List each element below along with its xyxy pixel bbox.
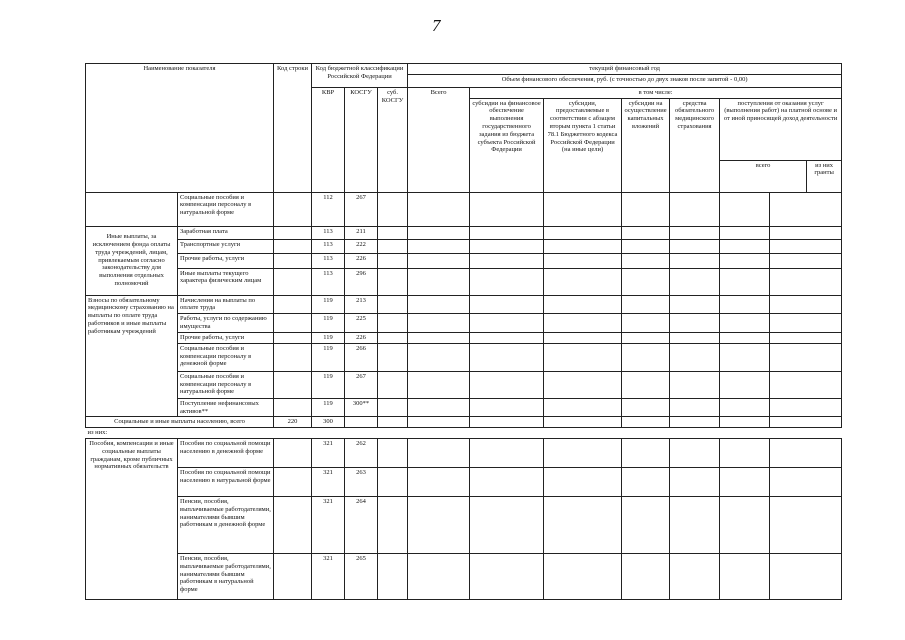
item-label: Пенсии, пособия, выплачиваемые работодателями, нанимателями бывшим работникам в денежной форме (178, 496, 274, 553)
header-name: Наименование показателя (86, 64, 274, 193)
kvr-cell: 119 (312, 398, 345, 417)
kvr-cell: 112 (312, 192, 345, 226)
kosgu-cell: 265 (345, 553, 378, 599)
page-number: 7 (432, 16, 441, 35)
kosgu-cell: 226 (345, 332, 378, 343)
item-label: Прочие работы, услуги (178, 332, 274, 343)
header-budget-class: Код бюджетной классификации Российской Федерации (312, 64, 408, 88)
kosgu-cell: 266 (345, 343, 378, 371)
kvr-cell: 119 (312, 332, 345, 343)
header-current-year: текущий финансовый год (408, 64, 842, 75)
finance-table (85, 63, 842, 600)
kosgu-cell: 225 (345, 314, 378, 333)
kosgu-cell: 211 (345, 226, 378, 239)
header-total: Всего (408, 87, 470, 192)
header-kosgu: КОСГУ (345, 87, 378, 192)
item-label: Иные выплаты текущего характера физическим лицам (178, 268, 274, 295)
kvr-cell: 113 (312, 253, 345, 268)
header-paid-total: всего (720, 160, 807, 192)
group-label: Пособия, компенсации и иные социальные выплаты гражданам, кроме публичных нормативных обязательств (86, 438, 178, 599)
kvr-cell: 113 (312, 226, 345, 239)
total-row-code: 220 (274, 417, 312, 428)
group-label: Иные выплаты, за исключением фонда оплаты труда учреждений, лицам, привлекаемым согласно законодательству для выполнения отдельных полномочий (86, 226, 178, 295)
header-sub-kosgu: суб. КОСГУ (378, 87, 408, 192)
of-them-label: из них: (86, 428, 842, 439)
kvr-cell: 321 (312, 553, 345, 599)
header-paid: поступления от оказания услуг (выполнения работ) на платной основе и от иной приносящей доход деятельности (720, 98, 842, 160)
item-label: Прочие работы, услуги (178, 253, 274, 268)
header-row-code: Код строки (274, 64, 312, 193)
kvr-cell: 113 (312, 239, 345, 253)
kvr-cell: 119 (312, 343, 345, 371)
kvr-cell: 119 (312, 314, 345, 333)
header-oms: средства обязательного медицинского страхования (670, 98, 720, 192)
kosgu-cell: 296 (345, 268, 378, 295)
item-label: Транспортные услуги (178, 239, 274, 253)
item-label: Социальные пособия и компенсации персоналу в натуральной форме (178, 192, 274, 226)
kosgu-cell: 263 (345, 467, 378, 496)
kosgu-cell: 213 (345, 295, 378, 314)
item-label: Пособия по социальной помощи населению в денежной форме (178, 438, 274, 467)
item-label: Начисления на выплаты по оплате труда (178, 295, 274, 314)
header-paid-grants: из них гранты (807, 160, 842, 192)
item-label: Пенсии, пособия, выплачиваемые работодателями, нанимателями бывшим работникам в натуральной форме (178, 553, 274, 599)
item-label: Заработная плата (178, 226, 274, 239)
kosgu-cell: 300** (345, 398, 378, 417)
kosgu-cell: 222 (345, 239, 378, 253)
group-label: Взносы по обязательному медицинскому страхованию на выплаты по оплате труда работников и иные выплаты работникам учреждений (86, 295, 178, 417)
header-volume: Объем финансового обеспечения, руб. (с точностью до двух знаков после запятой - 0,00) (408, 74, 842, 87)
header-subsidy-state-task: субсидии на финансовое обеспечение выполнения государственного задания из бюджета субъекта Российской Федерации (470, 98, 544, 192)
kvr-cell: 321 (312, 438, 345, 467)
kvr-cell: 113 (312, 268, 345, 295)
item-label: Пособия по социальной помощи населению в натуральной форме (178, 467, 274, 496)
item-label: Работы, услуги по содержанию имущества (178, 314, 274, 333)
item-label: Социальные пособия и компенсации персоналу в денежной форме (178, 343, 274, 371)
kosgu-cell: 264 (345, 496, 378, 553)
group-cell (86, 192, 178, 226)
kvr-cell: 119 (312, 295, 345, 314)
kosgu-cell: 262 (345, 438, 378, 467)
kvr-cell: 119 (312, 371, 345, 398)
total-row-kvr: 300 (312, 417, 345, 428)
kosgu-cell: 267 (345, 192, 378, 226)
header-subsidy-781: субсидии, предоставляемые в соответствии с абзацем вторым пункта 1 статьи 78.1 Бюджетного кодекса Российской Федерации (на иные цели) (544, 98, 622, 192)
kosgu-cell: 267 (345, 371, 378, 398)
header-including: в том числе: (470, 87, 842, 98)
total-row-label: Социальные и иные выплаты населению, всего (86, 417, 274, 428)
kosgu-cell: 226 (345, 253, 378, 268)
kvr-cell: 321 (312, 467, 345, 496)
header-capital: субсидии на осуществление капитальных вложений (622, 98, 670, 192)
item-label: Социальные пособия и компенсации персоналу в натуральной форме (178, 371, 274, 398)
item-label: Поступление нефинансовых активов** (178, 398, 274, 417)
header-kvr: КВР (312, 87, 345, 192)
kvr-cell: 321 (312, 496, 345, 553)
